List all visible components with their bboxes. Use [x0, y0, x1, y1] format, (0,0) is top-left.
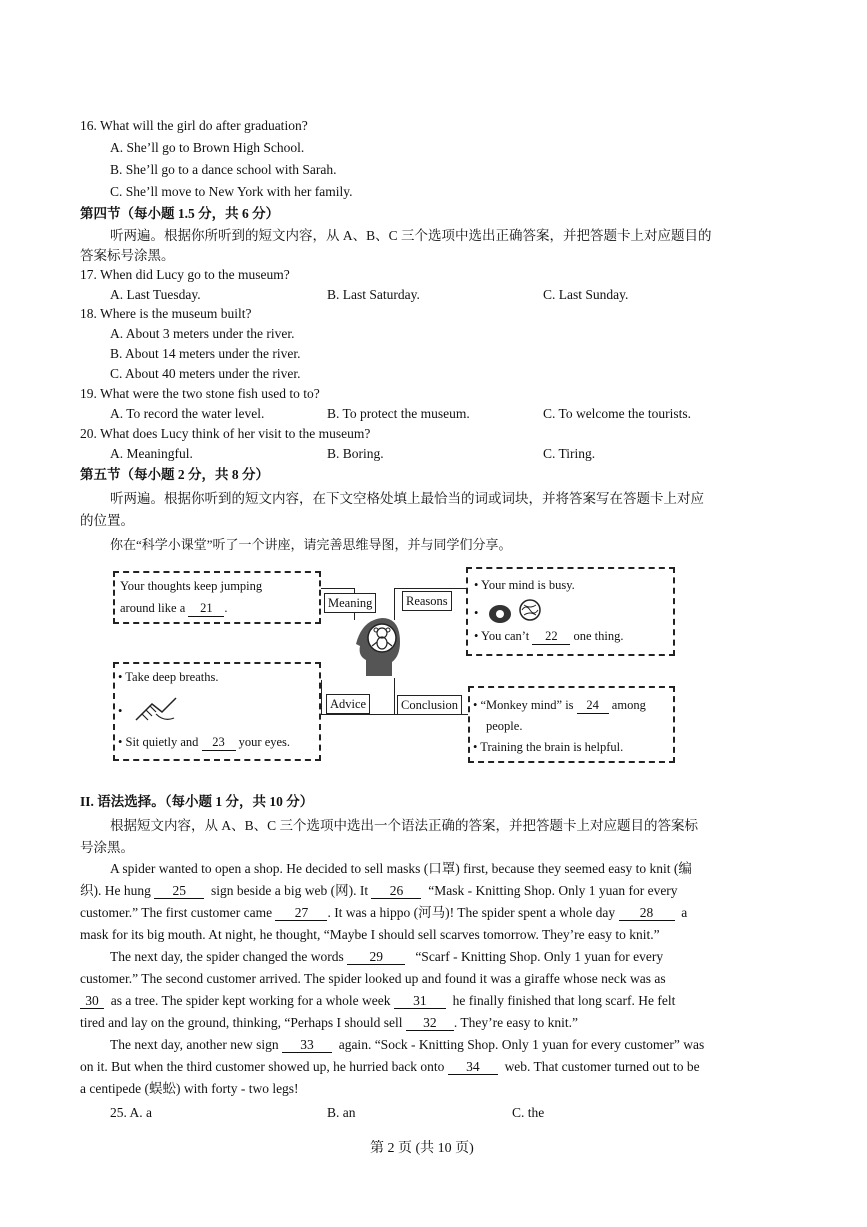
- passage-p2-line2: customer.” The second customer arrived. The spider looked up and found it was a giraffe whose neck was as: [80, 971, 666, 986]
- q18-option-b[interactable]: B. About 14 meters under the river.: [110, 346, 301, 361]
- conclusion-item-1-continued: people.: [486, 719, 523, 733]
- q19-option-b[interactable]: B. To protect the museum.: [327, 406, 470, 421]
- conclusion-item-1: • “Monkey mind” is 24 among: [473, 698, 646, 712]
- part2-title: II. 语法选择。（每小题 1 分，共 10 分）: [80, 794, 314, 809]
- q20-stem: 20. What does Lucy think of her visit to the museum?: [80, 426, 371, 441]
- passage-p1-line2: 织). He hung 25 sign beside a big web (网). It 26 “Mask - Knitting Shop. Only 1 yuan for every: [80, 883, 678, 898]
- meaning-text-line2: around like a 21 .: [120, 601, 228, 615]
- meaning-label: Meaning: [324, 593, 376, 613]
- q17-stem: 17. When did Lucy go to the museum?: [80, 267, 290, 282]
- advice-item-3: • Sit quietly and 23 your eyes.: [118, 735, 291, 749]
- passage-p3-line3: a centipede (蜈蚣) with forty - two legs!: [80, 1081, 299, 1096]
- reasons-item-3: • You can’t 22 one thing.: [474, 629, 624, 643]
- reasons-item-2: •: [474, 606, 479, 620]
- q25-option-a[interactable]: 25. A. a: [110, 1105, 152, 1120]
- q18-option-a[interactable]: A. About 3 meters under the river.: [110, 326, 295, 341]
- part2-instruction-line2: 号涂黑。: [80, 840, 134, 855]
- q16-stem: 16. What will the girl do after graduation?: [80, 118, 308, 133]
- section4-instruction-line1: 听两遍。根据你所听到的短文内容，从 A、B、C 三个选项中选出正确答案，并把答题卡上对应题目的: [110, 228, 712, 243]
- q17-option-c[interactable]: C. Last Sunday.: [543, 287, 629, 302]
- blank-28[interactable]: 28: [619, 905, 675, 921]
- blank-29[interactable]: 29: [347, 949, 405, 965]
- blank-22[interactable]: 22: [532, 629, 570, 645]
- connector-line: [394, 588, 466, 589]
- passage-p2-line1: The next day, the spider changed the words 29 “Scarf - Knitting Shop. Only 1 yuan for every: [110, 949, 664, 964]
- q16-option-a[interactable]: A. She’ll go to Brown High School.: [110, 140, 305, 155]
- blank-32[interactable]: 32: [406, 1015, 454, 1031]
- passage-p2-line3: 30 as a tree. The spider kept working for a whole week 31 he finally finished that long scarf. He felt: [80, 992, 675, 1010]
- advice-label: Advice: [326, 694, 370, 714]
- q25-option-c[interactable]: C. the: [512, 1105, 545, 1120]
- blank-23[interactable]: 23: [202, 735, 236, 751]
- section5-intro: 你在“科学小课堂”听了一个讲座，请完善思维导图，并与同学们分享。: [110, 537, 512, 552]
- section4-instruction-line2: 答案标号涂黑。: [80, 248, 175, 263]
- connector-line: [321, 680, 322, 714]
- section5-title: 第五节（每小题 2 分，共 8 分）: [80, 467, 269, 482]
- q25-option-b[interactable]: B. an: [327, 1105, 356, 1120]
- section5-instruction-line2: 的位置。: [80, 513, 134, 528]
- blank-34[interactable]: 34: [448, 1059, 498, 1075]
- passage-p1-line4: mask for its big mouth. At night, he thought, “Maybe I should sell scarves tomorrow. They’re easy to knit.”: [80, 927, 660, 942]
- conclusion-item-2: • Training the brain is helpful.: [473, 740, 624, 754]
- blank-31[interactable]: 31: [394, 993, 446, 1009]
- blank-30[interactable]: 30: [80, 993, 104, 1009]
- q17-option-a[interactable]: A. Last Tuesday.: [110, 287, 201, 302]
- connector-line: [394, 678, 395, 714]
- knitting-doodle-icon: [132, 692, 180, 726]
- head-with-monkey-icon: [356, 616, 402, 678]
- q19-option-a[interactable]: A. To record the water level.: [110, 406, 265, 421]
- conclusion-label: Conclusion: [397, 695, 462, 715]
- blank-26[interactable]: 26: [371, 883, 421, 899]
- q18-stem: 18. Where is the museum built?: [80, 306, 252, 321]
- advice-item-1: • Take deep breaths.: [118, 670, 219, 684]
- connector-line: [321, 588, 354, 589]
- q16-option-b[interactable]: B. She’ll go to a dance school with Sarah.: [110, 162, 337, 177]
- blank-24[interactable]: 24: [577, 698, 609, 714]
- q18-option-c[interactable]: C. About 40 meters under the river.: [110, 366, 301, 381]
- q20-option-b[interactable]: B. Boring.: [327, 446, 384, 461]
- part2-instruction-line1: 根据短文内容，从 A、B、C 三个选项中选出一个语法正确的答案，并把答题卡上对应题目的答案标: [110, 818, 699, 833]
- reasons-item-1: • Your mind is busy.: [474, 578, 575, 592]
- q20-option-c[interactable]: C. Tiring.: [543, 446, 596, 461]
- passage-p1-line1: A spider wanted to open a shop. He decided to sell masks (口罩) first, because they seemed easy to knit (编: [110, 861, 692, 876]
- q19-stem: 19. What were the two stone fish used to to?: [80, 386, 320, 401]
- section5-instruction-line1: 听两遍。根据你听到的短文内容，在下文空格处填上最恰当的词或词块，并将答案写在答题卡上对应: [110, 491, 704, 506]
- busy-mind-doodle-icon: [484, 598, 546, 626]
- q16-option-c[interactable]: C. She’ll move to New York with her family.: [110, 184, 353, 199]
- page-footer: 第 2 页 (共 10 页): [370, 1141, 474, 1156]
- q19-option-c[interactable]: C. To welcome the tourists.: [543, 406, 692, 421]
- blank-33[interactable]: 33: [282, 1037, 332, 1053]
- blank-25[interactable]: 25: [154, 883, 204, 899]
- blank-27[interactable]: 27: [275, 905, 327, 921]
- q17-option-b[interactable]: B. Last Saturday.: [327, 287, 420, 302]
- passage-p1-line3: customer.” The first customer came 27 . It was a hippo (河马)! The spider spent a whole day 28 a: [80, 905, 688, 920]
- passage-p2-line4: tired and lay on the ground, thinking, “Perhaps I should sell 32 . They’re easy to knit.”: [80, 1015, 579, 1030]
- section4-title: 第四节（每小题 1.5 分，共 6 分）: [80, 206, 280, 221]
- reasons-label: Reasons: [402, 591, 452, 611]
- passage-p3-line1: The next day, another new sign 33 again. “Sock - Knitting Shop. Only 1 yuan for every customer” was: [110, 1037, 705, 1052]
- q20-option-a[interactable]: A. Meaningful.: [110, 446, 193, 461]
- meaning-text-line1: Your thoughts keep jumping: [120, 579, 263, 593]
- blank-21[interactable]: 21: [188, 601, 224, 617]
- connector-line: [321, 714, 394, 715]
- advice-item-2: •: [118, 704, 123, 718]
- passage-p3-line2: on it. But when the third customer showed up, he hurried back onto 34 web. That customer turned out to be: [80, 1059, 700, 1074]
